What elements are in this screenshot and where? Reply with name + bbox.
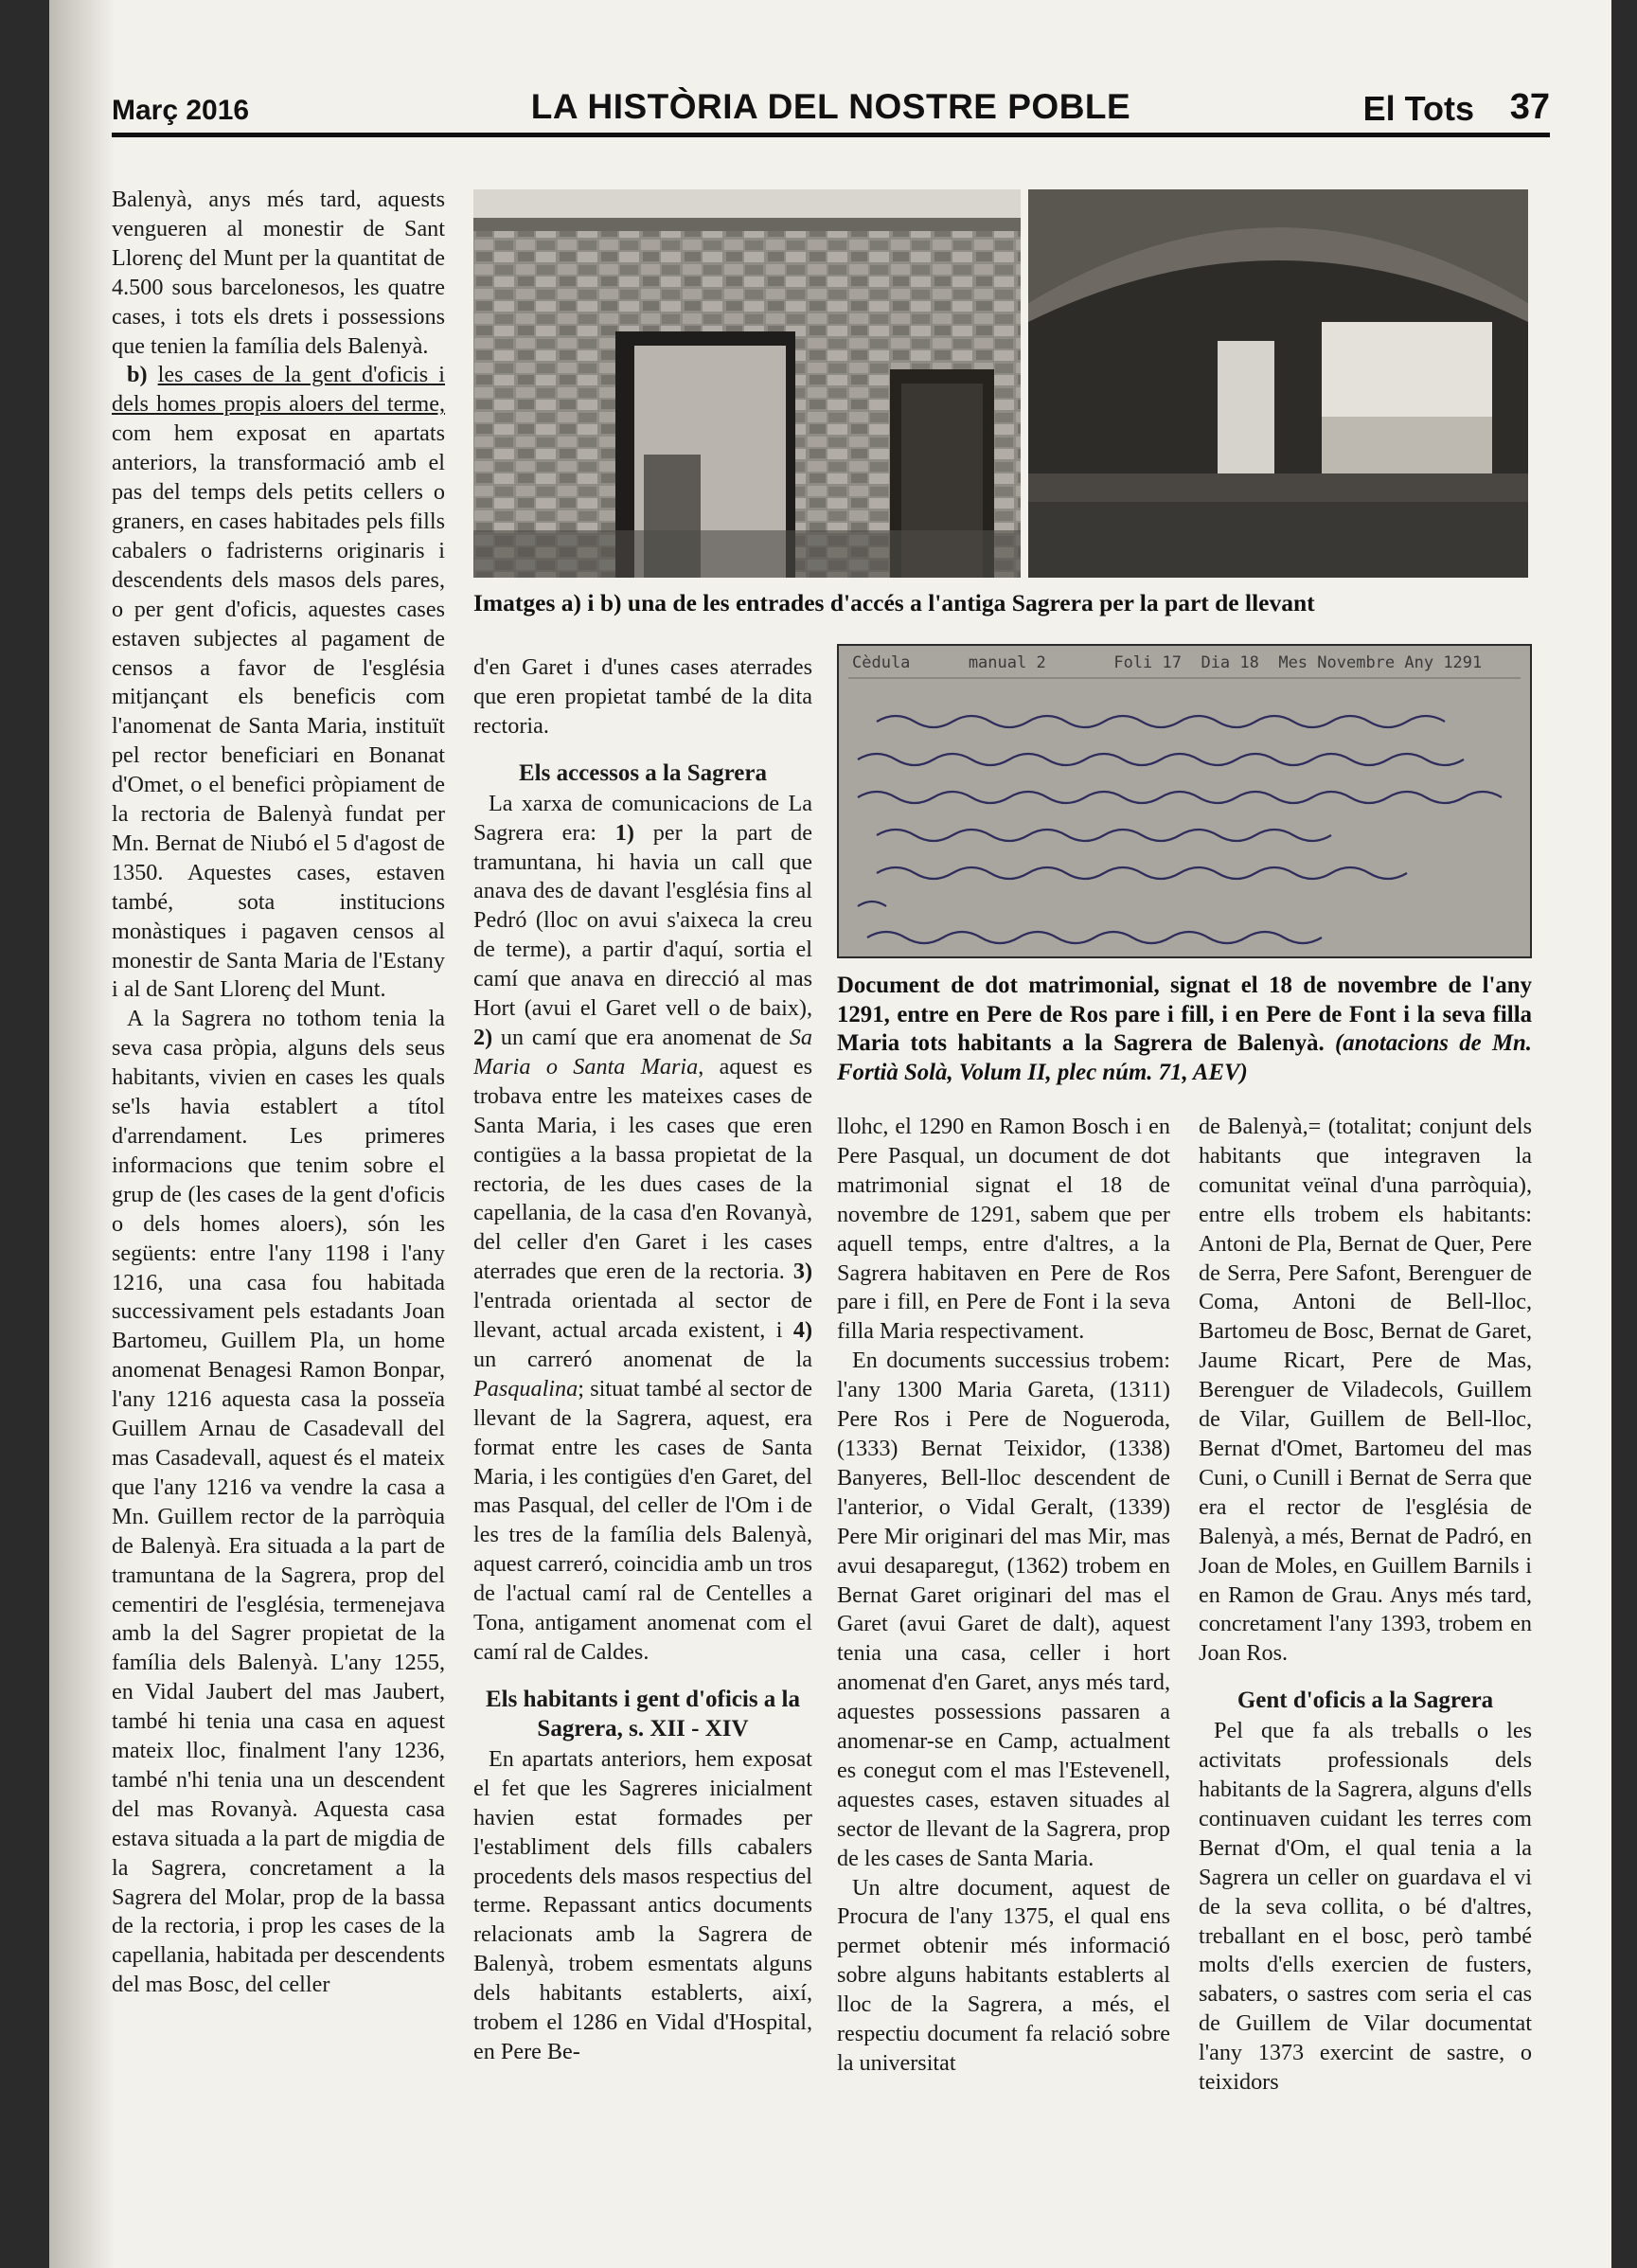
text-run: l'entrada orientada al sector de llevant, actual arcada existent, i — [473, 1288, 812, 1344]
text-column-4 — [1199, 1113, 1532, 2183]
underlined-heading: les cases de la gent d'oficis i dels homes propis aloers del terme, — [112, 362, 445, 418]
text-run: ; situat també al sector de llevant de la Sagrera, aquest, era format entre les cases de Santa Maria, i les contigües d'en Garet, del mas Pasqual, del celler de l'Om i de les tres de la família dels Balenyà, aquest carreró, coincidia amb un tros de l'actual camí ral de Centelles a Tona, antigament anomenat com el camí ral de Caldes. — [473, 1375, 812, 1665]
document-caption — [837, 972, 1532, 1087]
section-heading: Gent d'oficis a la Sagrera — [1237, 1688, 1494, 1714]
paragraph: Un altre document, aquest de Procura de l'any 1375, el qual ens permet obtenir més informació sobre alguns habitants establerts al lloc de la Sagrera, a més, el respectiu document fa relació sobre la universitat — [837, 1874, 1170, 2076]
paragraph: A la Sagrera no tothom tenia la seva casa pròpia, alguns dels seus habitants, vivien en cases les quals se'ls havia establert a títol d'arrendament. Les primeres informacions que tenim sobre el grup de (les cases de la gent d'oficis o dels homes aloers), són les següents: entre l'any 1198 i l'any 1216, una casa fou habitada successivament pels estadants Joan Bartomeu, Guillem Pla, un home anomenat Benagesi Ramon Bonpar, l'any 1216 aquesta casa la posseïa Guillem Arnau de Casadevall del mas Casadevall, aquest és el mateix que l'any 1216 va vendre la casa a Mn. Guillem rector de la parròquia de Balenyà. Era situada a la part de tramuntana de la Sagrera, prop del cementiri de l'església, termenejava amb la del Sagrer propietat de la família dels Balenyà. L'any 1255, en Vidal Jaubert del mas Jaubert, també hi tenia una casa en aquest mateix lloc, finalment l'any 1236, també n'hi tenia una un descendent del mas Rovanyà. Aquesta casa estava situada a la part de migdia de la Sagrera, concretament a la Sagrera del Molar, prop de la bassa de la rectoria, i prop les cases de la capellania, habitada per descendents del mas Bosc, del celler — [112, 1006, 445, 1998]
text-run: un carreró anomenat de la — [473, 1346, 812, 1372]
list-label: b) — [127, 362, 148, 388]
paragraph: de Balenyà,= (totalitat; conjunt dels habitants que integraven la comunitat veïnal d'una parròquia), entre ells trobem els habitants: Antoni de Pla, Bernat de Quer, Pere de Serra, Pere Safont, Berenguer de Coma, Antoni de Bell-lloc, Bartomeu de Bosc, Bernat de Garet, Jaume Ricart, Pere de Mas, Berenguer de Viladecols, Guillem de Vilar, Guillem de Bell-lloc, Bernat d'Omet, Bartomeu del mas Cuni, o Cunill i Bernat de Serra que era el rector de l'església de Balenyà, a més, Bernat de Padró, en Joan de Moles, en Guillem Barnils i en Ramon de Grau. Anys més tard, concretament l'any 1393, trobem en Joan Ros. — [1199, 1114, 1532, 1667]
text-run: un camí que era anomenat de — [492, 1024, 790, 1050]
section-heading: Els accessos a la Sagrera — [518, 759, 767, 786]
paragraph — [112, 361, 445, 1005]
section-heading: Els habitants i gent d'oficis a la Sagrera, s. XII - XIV — [486, 1686, 800, 1741]
paragraph: d'en Garet i d'unes cases aterrades que eren propietat també de la dita rectoria. — [473, 654, 812, 739]
page-number: 37 — [1509, 87, 1550, 127]
paragraph: En apartats anteriors, hem exposat el fet que les Sagreres inicialment havien estat formades per l'establiment dels fills cabalers procedents dels masos respectius del terme. Repassant antics documents relacionats amb la Sagrera de Balenyà, trobem esmentats alguns dels habitants establerts, així, trobem el 1286 en Vidal d'Hospital, en Pere Be- — [473, 1745, 812, 2064]
paragraph-text: com hem exposat en apartats anteriors, la transformació amb el pas del temps dels petits cellers o graners, en cases habitades pels fills cabalers o fadristerns originaris i descendents dels masos dels pares, o per gent d'oficis, aquestes cases estaven subjectes al pagament de censos a favor de l'església mitjançant els beneficis com l'anomenat de Santa Maria, instituït pel rector beneficiari en Bonanat d'Omet, o el benefici pròpiament de la rectoria de Balenyà fundat per Mn. Bernat de Niubó el 5 d'agost de 1350. Aquestes cases, estaven també, sota institucions monàstiques i pagaven censos al monestir de Santa Maria de l'Estany i al de Sant Llorenç del Munt. — [112, 420, 445, 1003]
paragraph: Pel que fa als treballs o les activitats professionals dels habitants de la Sagrera, alguns d'ells continuaven cuidant les terres com Bernat d'Om, el qual tenia a la Sagrera un celler on guardava el vi de la seva collita, o bé d'altres, treballant en el bosc, però també molts d'ells exercien de fusters, sabaters, o sastres com seria el cas de Guillem de Vilar documentat l'any 1373 exercint de sastre, o teixidors — [1199, 1718, 1532, 2096]
stone-arch-photo — [1028, 189, 1528, 578]
caption-main: Document de dot matrimonial, signat el 18 de novembre de l'any 1291, entre en Pere de Ros pare i fill, i en Pere de Font i la seva filla Maria tots habitants a la Sagrera de Balenyà. — [837, 973, 1532, 1056]
text-run: , aquest es trobava entre les mateixes cases de Santa Maria, i les cases que eren contigües a la bassa propietat de la rectoria, de les dues cases de la capellania, de la casa d'en Rovanyà, del celler d'en Garet i les cases aterrades que eren de la rectoria. — [473, 1053, 812, 1285]
paragraph: llohc, el 1290 en Ramon Bosch i en Pere Pasqual, un document de dot matrimonial signat el 18 de novembre de 1291, sabem que per aquell temps, entre d'altres, a la Sagrera habitaven en Pere de Ros pare i fill, en Pere de Font i la seva filla Maria respectivament. — [837, 1114, 1170, 1345]
list-number: 3) — [792, 1259, 812, 1285]
section-title: LA HISTÒRIA DEL NOSTRE POBLE — [530, 87, 1131, 126]
publication-name: El Tots — [1362, 89, 1474, 128]
issue-date: Març 2016 — [112, 95, 250, 126]
text-column-1 — [112, 186, 445, 2184]
text-run: La xarxa de comunicacions de La Sagrera era: — [473, 790, 812, 846]
text-column-3 — [837, 1113, 1170, 2183]
page-header — [112, 83, 1550, 136]
photo-b-arch — [1028, 189, 1528, 578]
handwriting-lines — [839, 646, 1530, 956]
list-number: 2) — [473, 1024, 493, 1050]
page-fold-shadow — [49, 0, 116, 2268]
paragraph: En documents successius trobem: l'any 1300 Maria Gareta, (1311) Pere Ros i Pere de Nogueroda, (1333) Bernat Teixidor, (1338) Banyeres, Bell-lloc descendent de l'anterior, o Vidal Geralt, (1339) Pere Mir originari del mas Mir, mas avui desaparegut, (1362) trobem en Bernat Garet originari del mas el Garet (avui Garet de dalt), aquest tenia una casa, celler i hort anomenat d'en Garet, anys més tard, aquestes possessions passaren a anomenar-se en Camp, actualment es conegut com el mas l'Estevenell, aquestes cases, estaven situades al sector de llevant de la Sagrera, prop de les cases de Santa Maria. — [837, 1348, 1170, 1871]
text-column-2 — [473, 653, 812, 2178]
header-rule — [112, 133, 1550, 137]
manuscript-document-image — [837, 644, 1532, 958]
caption-source: (anotacions de Mn. Fortià Solà, Volum II, plec núm. 71, AEV) — [837, 1030, 1532, 1085]
photo-caption: Imatges a) i b) una de les entrades d'accés a l'antiga Sagrera per la part de llevant — [473, 589, 1315, 616]
paragraph — [473, 790, 812, 1668]
photo-a-entrance — [473, 189, 1021, 578]
italic-term: Pasqualina — [473, 1375, 578, 1402]
list-number: 4) — [792, 1317, 812, 1344]
text-run: per la part de tramuntana, hi havia un call que anava des de davant l'església fins al Pedró (lloc on avui s'aixeca la creu de terme), a partir d'aquí, sortia el camí que anava en direcció al mas Hort (avui el Garet vell o de baix), — [473, 819, 812, 1022]
list-number: 1) — [614, 819, 634, 846]
italic-term: Sa Maria o Santa Maria — [473, 1024, 812, 1080]
document-header-text: Cèdula manual 2 Foli 17 Dia 18 Mes Novembre Any 1291 — [852, 653, 1483, 672]
stone-gate-photo — [473, 189, 1021, 578]
paragraph: Balenyà, anys més tard, aquests vengueren al monestir de Sant Llorenç del Munt per la quantitat de 4.500 sous barcelonesos, les quatre cases, i tots els drets i possessions que tenien la família dels Balenyà. — [112, 187, 445, 359]
